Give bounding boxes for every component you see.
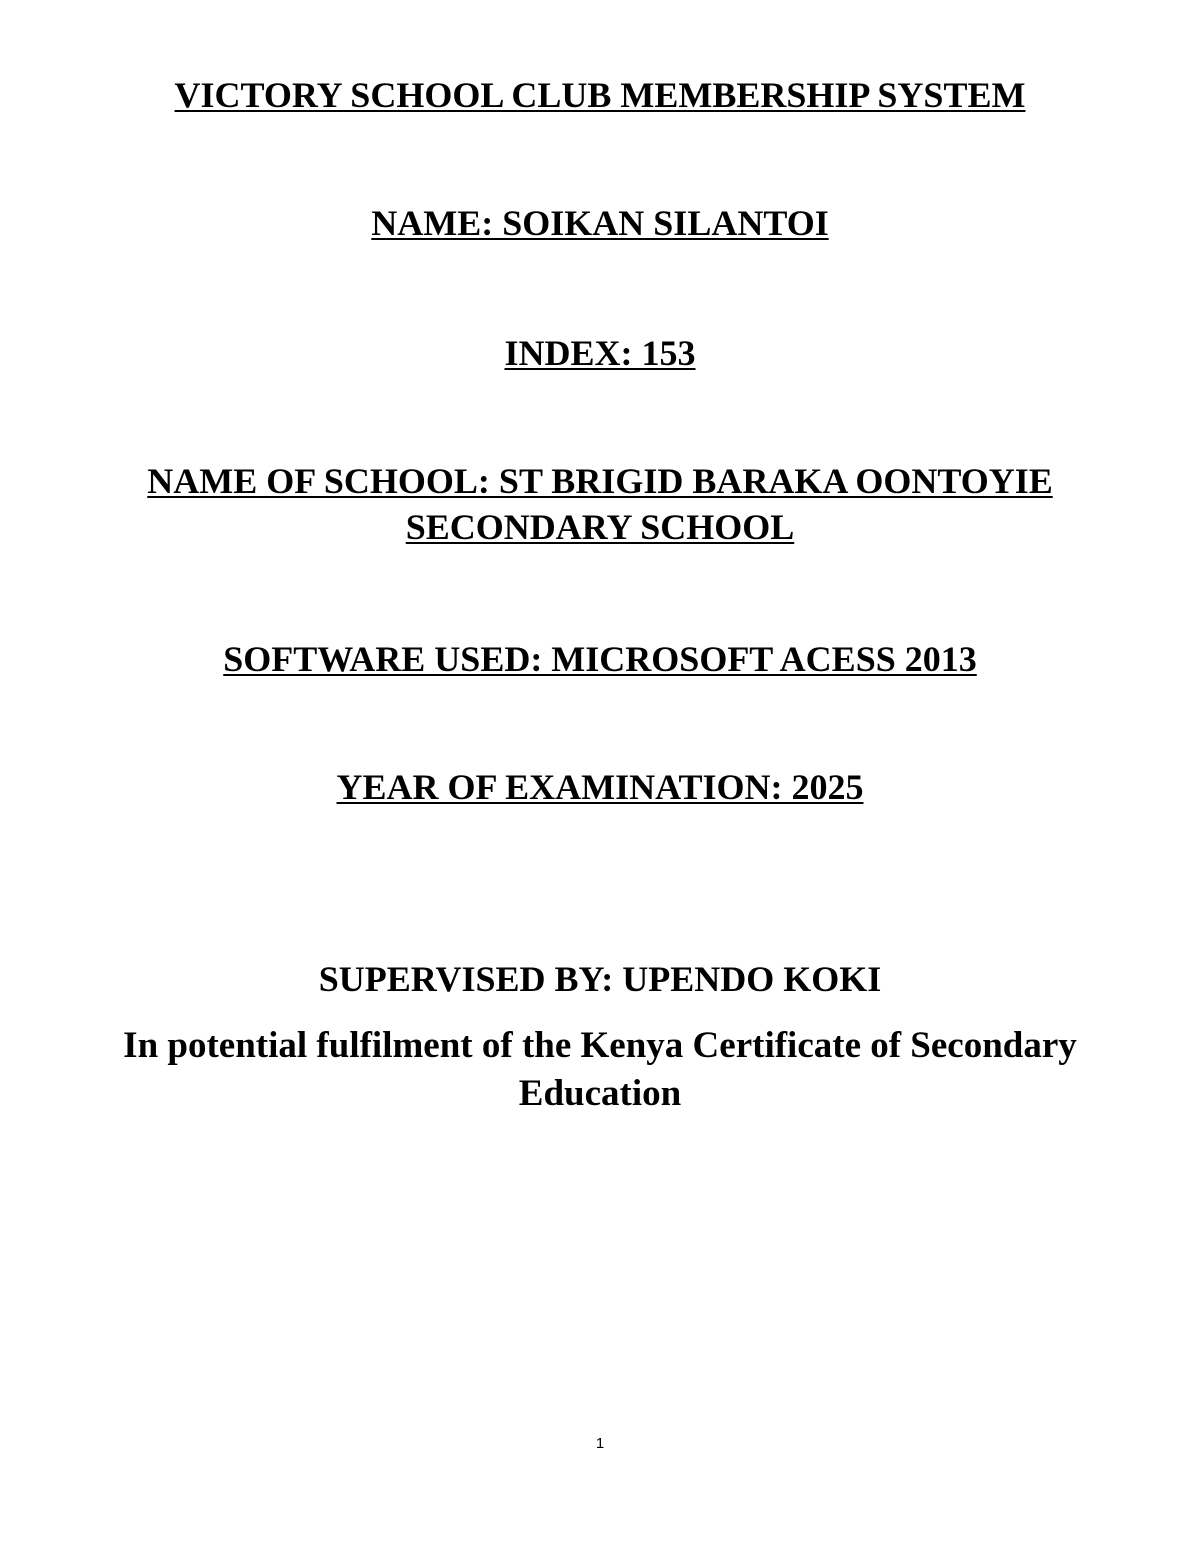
index-number	[80, 330, 1120, 376]
school-name	[80, 458, 1120, 550]
fulfilment-statement	[80, 1022, 1120, 1118]
examination-year	[80, 764, 1120, 810]
supervisor-text: SUPERVISED BY: UPENDO KOKI	[318, 959, 882, 999]
page-number: 1	[595, 1435, 605, 1452]
supervisor	[80, 956, 1120, 1002]
student-name	[80, 200, 1120, 246]
fulfilment-line-2: Education	[518, 1073, 682, 1114]
school-name-line-2: SECONDARY SCHOOL	[405, 507, 795, 547]
project-title-text: VICTORY SCHOOL CLUB MEMBERSHIP SYSTEM	[174, 75, 1026, 115]
project-title	[80, 72, 1120, 118]
school-name-line-1: NAME OF SCHOOL: ST BRIGID BARAKA OONTOYIE	[147, 461, 1053, 501]
examination-year-text: YEAR OF EXAMINATION: 2025	[336, 767, 864, 807]
student-name-text: NAME: SOIKAN SILANTOI	[371, 203, 829, 243]
software-used-text: SOFTWARE USED: MICROSOFT ACESS 2013	[223, 639, 977, 679]
index-number-text: INDEX: 153	[504, 333, 696, 373]
fulfilment-line-1: In potential fulfilment of the Kenya Certificate of Secondary	[123, 1025, 1077, 1066]
software-used	[80, 636, 1120, 682]
